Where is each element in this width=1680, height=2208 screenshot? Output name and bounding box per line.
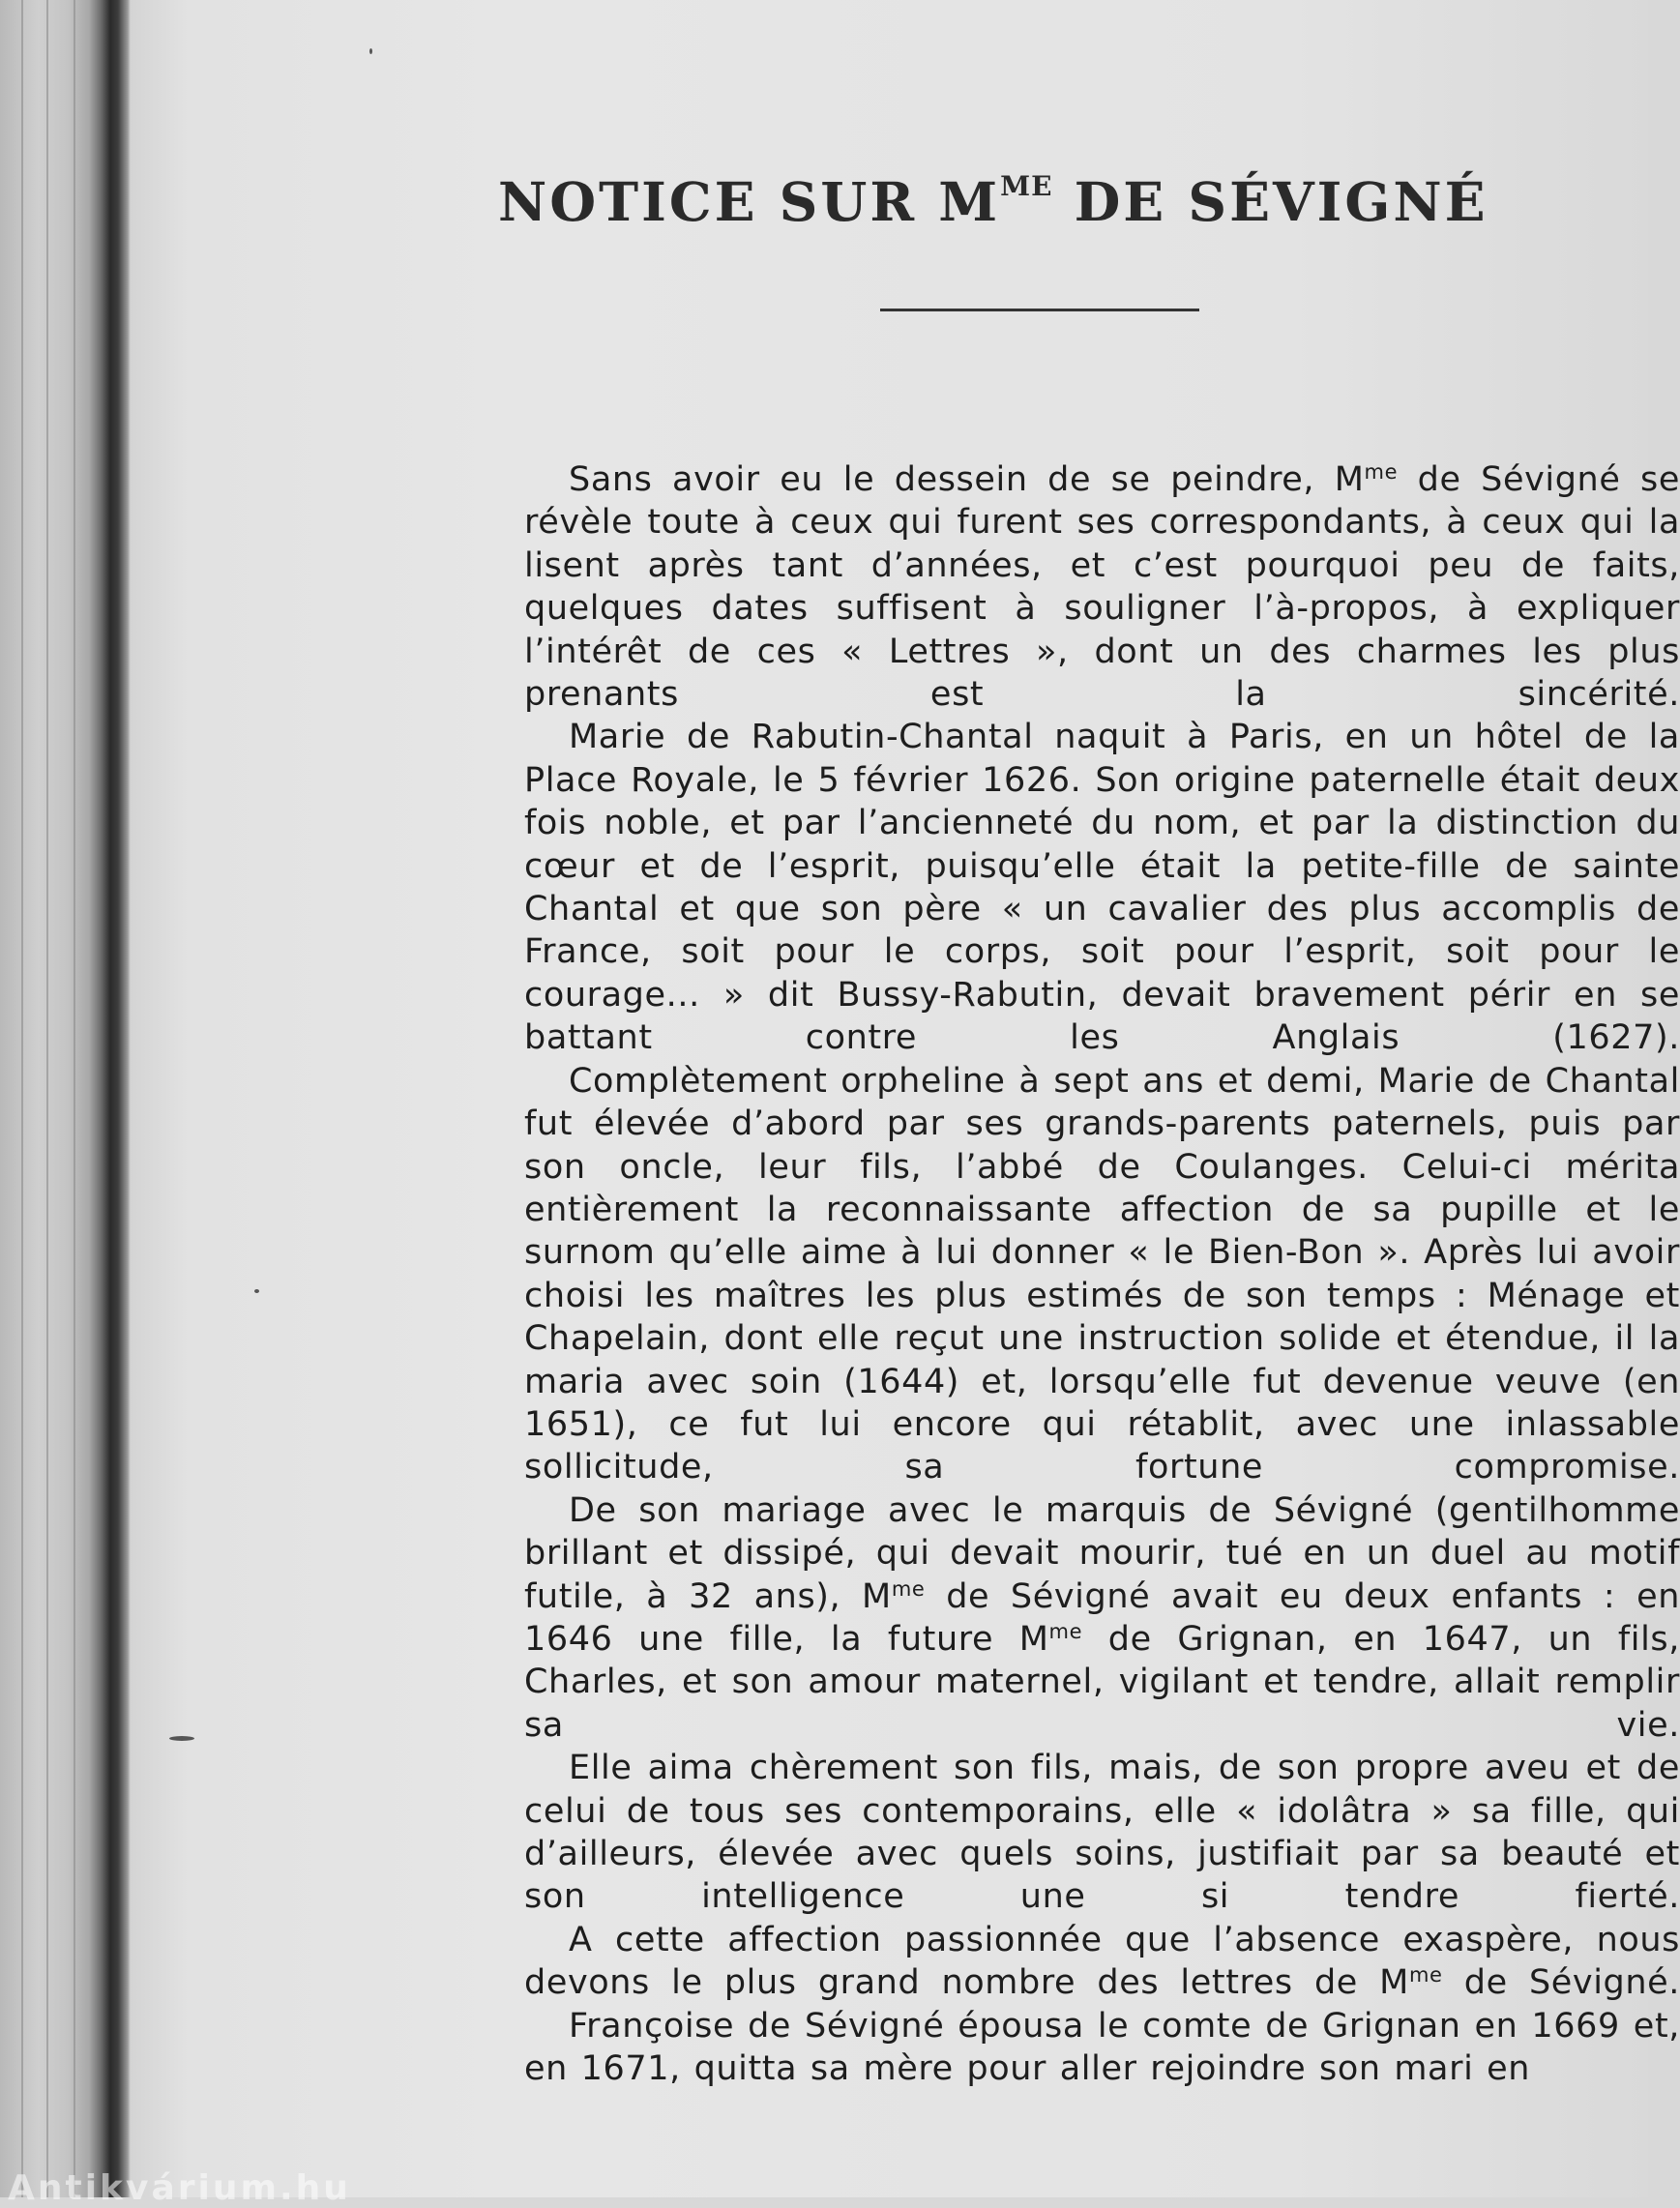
notice-body <box>524 458 1680 2090</box>
book-page <box>131 0 1680 2197</box>
page-title: NOTICE SUR $M^{ME}$ DE SÉVIGNÉ <box>498 170 1488 233</box>
book-binding <box>0 0 131 2197</box>
paragraph-3: Complètement orpheline à sept ans et demi, Marie de Chantal fut élevée d’abord par ses grands-parents paternels, puis par son oncle, leur fils, l’abbé de Coulanges. Celui-ci mérita entièrement la reconnaissante affection de sa pupille et le surnom qu’elle aime à lui donner « le Bien-Bon ». Après lui avoir choisi les maîtres les plus estimés de son temps : Ménage et Chapelain, dont elle reçut une instruction solide et étendue, il la maria avec soin (1644) et, lorsqu’elle fut devenue veuve (en 1651), ce fut lui encore qui rétablit, avec une inlassable sollicitude, sa fortune compromise. <box>524 1061 1680 1487</box>
page-edge-line <box>21 0 23 2197</box>
title-rule <box>880 309 1199 311</box>
paragraph-4: De son mariage avec le marquis de Sévigné (gentilhomme brillant et dissipé, qui devait mourir, tué en un duel au motif futile, à 32 ans), $M^{me}$ de Sévigné avait eu deux enfants : en 1646 une fille, la future $M^{me}$ de Grignan, en 1647, un fils, Charles, et son amour maternel, vigilant et tendre, allait remplir sa vie. <box>524 1490 1680 1745</box>
watermark: Antikvárium.hu <box>8 2168 351 2208</box>
page-edge-line <box>74 0 75 2197</box>
paragraph-7: Françoise de Sévigné épousa le comte de Grignan en 1669 et, en 1671, quitta sa mère pour aller rejoindre son mari en <box>524 2006 1680 2089</box>
paragraph-1: Sans avoir eu le dessein de se peindre, $M^{me}$ de Sévigné se révèle toute à ceux qui furent ses correspondants, à ceux qui la lisent après tant d’années, et c’est pourquoi peu de faits, quelques dates suffisent à souligner l’à-propos, à expliquer l’intérêt de ces « Lettres », dont un des charmes les plus prenants est la sincérité. <box>524 460 1680 715</box>
paragraph-5: Elle aima chèrement son fils, mais, de son propre aveu et de celui de tous ses contemporains, elle « idolâtra » sa fille, qui d’ailleurs, élevée avec quels soins, justifiait par sa beauté et son intelligence une si tendre fierté. <box>524 1749 1680 1917</box>
page-edge-line <box>46 0 48 2197</box>
paper-speck <box>169 1736 194 1741</box>
paper-speck <box>254 1289 259 1293</box>
paragraph-6: A cette affection passionnée que l’absence exaspère, nous devons le plus grand nombre des lettres de $M^{me}$ de Sévigné. <box>524 1920 1680 2003</box>
paper-speck <box>369 48 372 54</box>
paragraph-2: Marie de Rabutin-Chantal naquit à Paris, en un hôtel de la Place Royale, le 5 février 1626. Son origine paternelle était deux fois noble, et par l’ancienneté du nom, et par la distinction du cœur et de l’esprit, puisqu’elle était la petite-fille de sainte Chantal et que son père « un cavalier des plus accomplis de France, soit pour le corps, soit pour l’esprit, soit pour le courage... » dit Bussy-Rabutin, devait bravement périr en se battant contre les Anglais (1627). <box>524 718 1680 1058</box>
